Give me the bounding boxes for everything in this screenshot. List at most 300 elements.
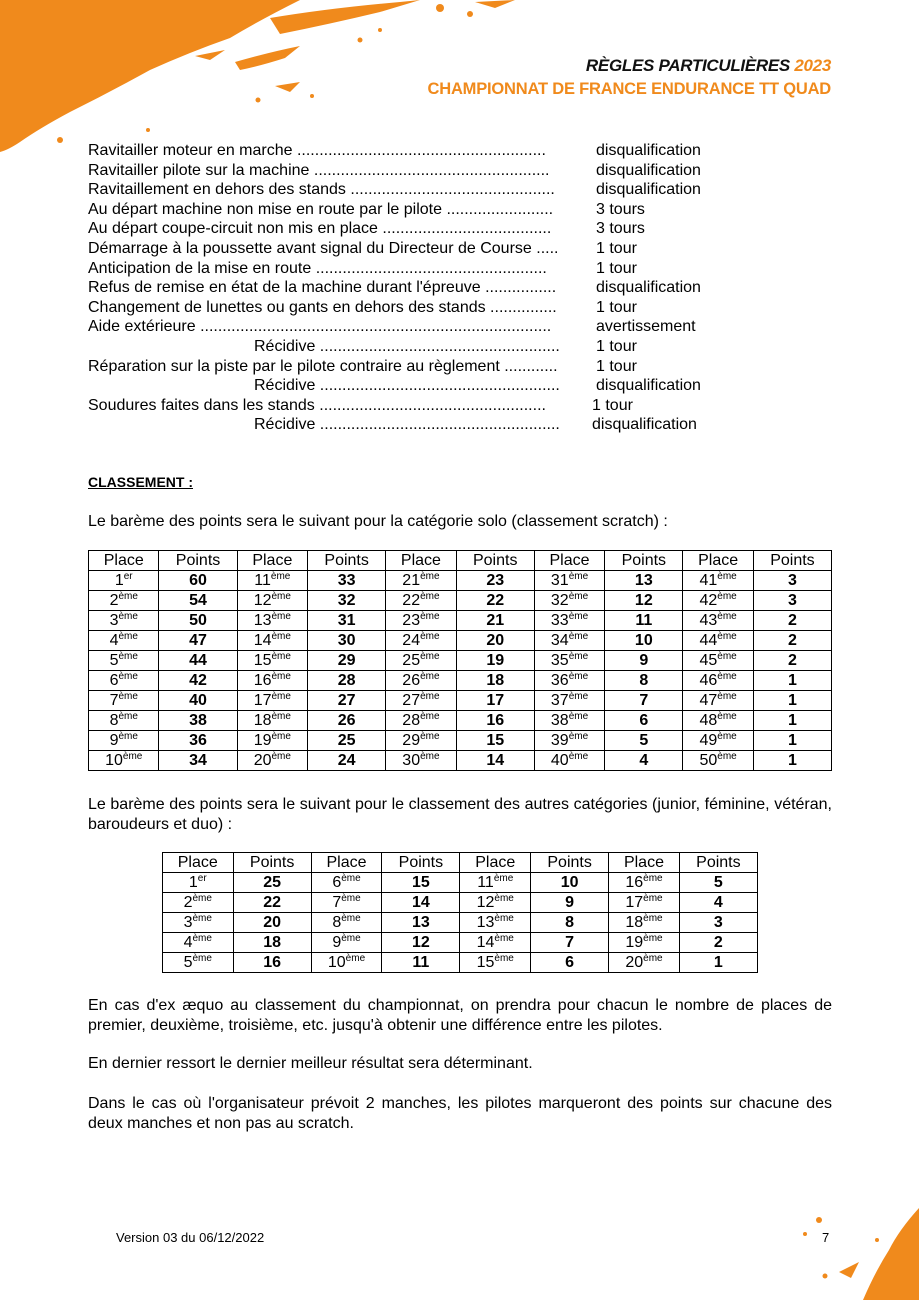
points-cell: 44 (159, 651, 237, 671)
header-title-main: RÈGLES PARTICULIÈRES (585, 56, 790, 75)
points-cell: 26 (308, 711, 386, 731)
place-cell (386, 571, 456, 591)
points-cell: 2 (753, 611, 831, 631)
points-cell: 28 (308, 671, 386, 691)
points-cell: 54 (159, 591, 237, 611)
table-row (89, 631, 832, 651)
place-suffix: ème (420, 631, 440, 642)
tie-break-paragraph: En cas d'ex æquo au classement du championnat, on prendra pour chacun le nombre de places de premier, deuxième, troisième, etc. jusqu'à obtenir une différence entre les pilotes. (88, 997, 832, 1034)
place-cell (386, 651, 456, 671)
table-row (89, 751, 832, 771)
penalty-label: Ravitailler pilote sur la machine ..................................................... (88, 161, 550, 179)
place-suffix: ème (341, 913, 361, 924)
place-suffix: ème (420, 591, 440, 602)
place-suffix: ème (271, 611, 291, 622)
points-cell: 13 (605, 571, 683, 591)
place-number: 5 (183, 954, 193, 971)
place-cell (237, 711, 307, 731)
place-suffix: ème (568, 631, 589, 642)
place-number: 8 (109, 712, 119, 729)
place-number: 17 (253, 692, 272, 709)
table-header-row (89, 551, 832, 571)
points-cell: 14 (382, 893, 460, 913)
place-suffix: ème (494, 893, 514, 904)
points-cell: 10 (531, 873, 609, 893)
place-cell (311, 913, 382, 933)
place-suffix: ème (271, 751, 291, 762)
place-suffix: ème (717, 651, 737, 662)
penalty-list (88, 141, 728, 435)
place-number: 9 (109, 732, 119, 749)
points-cell: 11 (605, 611, 683, 631)
penalty-row (88, 259, 728, 279)
column-header: Points (605, 551, 683, 571)
document-header-subtitle: CHAMPIONNAT DE FRANCE ENDURANCE TT QUAD (427, 80, 831, 98)
points-cell: 24 (308, 751, 386, 771)
place-cell (609, 933, 680, 953)
penalty-label: Ravitaillement en dehors des stands .............................................. (88, 181, 555, 199)
points-cell: 50 (159, 611, 237, 631)
penalty-label: Refus de remise en état de la machine durant l'épreuve ................ (88, 279, 557, 297)
place-suffix: ème (192, 893, 212, 904)
place-number: 7 (332, 894, 342, 911)
other-categories-points-table (162, 852, 758, 973)
place-suffix: ème (118, 591, 138, 602)
place-cell (386, 631, 456, 651)
header-title-year: 2023 (794, 56, 831, 75)
penalty-label: Récidive ...................................................... (254, 377, 560, 395)
place-suffix: ème (270, 571, 291, 582)
place-cell (237, 751, 307, 771)
points-cell: 25 (308, 731, 386, 751)
penalty-row (88, 337, 728, 357)
place-suffix: ème (494, 913, 514, 924)
points-cell: 2 (753, 631, 831, 651)
penalty-row (88, 357, 728, 377)
points-cell: 16 (456, 711, 534, 731)
penalty-value: 1 tour (596, 337, 637, 355)
points-cell: 27 (308, 691, 386, 711)
place-cell (89, 611, 159, 631)
place-number: 42 (699, 592, 718, 609)
points-cell: 36 (159, 731, 237, 751)
place-cell (237, 571, 307, 591)
place-cell (163, 873, 234, 893)
place-cell (534, 631, 604, 651)
points-cell: 29 (308, 651, 386, 671)
table-row (163, 953, 758, 973)
penalty-row (88, 141, 728, 161)
place-suffix: ème (118, 711, 138, 722)
place-number: 17 (625, 894, 644, 911)
points-cell: 1 (753, 711, 831, 731)
points-cell: 60 (159, 571, 237, 591)
place-number: 6 (332, 874, 342, 891)
points-cell: 4 (679, 893, 757, 913)
points-cell: 12 (605, 591, 683, 611)
place-number: 14 (253, 632, 272, 649)
points-cell: 11 (382, 953, 460, 973)
table-row (89, 611, 832, 631)
place-number: 3 (109, 612, 119, 629)
points-cell: 7 (531, 933, 609, 953)
place-suffix: ème (568, 671, 589, 682)
place-number: 21 (402, 572, 421, 589)
place-number: 48 (699, 712, 718, 729)
penalty-value: 1 tour (592, 396, 633, 414)
place-cell (534, 711, 604, 731)
points-cell: 12 (382, 933, 460, 953)
points-cell: 5 (679, 873, 757, 893)
footer-version: Version 03 du 06/12/2022 (116, 1230, 265, 1245)
points-cell: 22 (456, 591, 534, 611)
points-cell: 38 (159, 711, 237, 731)
place-cell (163, 953, 234, 973)
penalty-value: avertissement (596, 318, 696, 336)
table-row (163, 913, 758, 933)
penalty-value: 1 tour (596, 298, 637, 316)
place-number: 33 (550, 612, 569, 629)
place-cell (386, 591, 456, 611)
place-cell (163, 933, 234, 953)
points-cell: 3 (753, 571, 831, 591)
place-number: 41 (699, 572, 718, 589)
place-number: 34 (550, 632, 569, 649)
place-cell (89, 751, 159, 771)
place-cell (237, 591, 307, 611)
place-number: 30 (402, 752, 421, 769)
place-cell (163, 893, 234, 913)
place-number: 37 (550, 692, 569, 709)
place-cell (89, 671, 159, 691)
place-suffix: ème (341, 893, 361, 904)
place-number: 18 (625, 914, 644, 931)
place-number: 16 (625, 874, 644, 891)
place-suffix: ème (717, 591, 737, 602)
column-header: Points (233, 853, 311, 873)
place-cell (237, 691, 307, 711)
place-cell (237, 651, 307, 671)
place-suffix: ème (271, 591, 291, 602)
place-suffix: ème (118, 611, 138, 622)
section-title-classement: CLASSEMENT : (88, 474, 193, 490)
place-suffix: ème (643, 873, 663, 884)
column-header: Points (159, 551, 237, 571)
place-suffix: ème (192, 953, 212, 964)
points-cell: 20 (233, 913, 311, 933)
place-number: 8 (332, 914, 342, 931)
place-cell (311, 893, 382, 913)
points-cell: 21 (456, 611, 534, 631)
place-suffix: ème (568, 611, 589, 622)
place-number: 12 (476, 894, 495, 911)
place-suffix: ème (717, 711, 737, 722)
place-cell (683, 591, 753, 611)
points-cell: 1 (753, 671, 831, 691)
place-suffix: ème (420, 691, 440, 702)
points-cell: 4 (605, 751, 683, 771)
points-cell: 3 (753, 591, 831, 611)
points-cell: 1 (679, 953, 757, 973)
penalty-value: 3 tours (596, 200, 645, 218)
place-number: 39 (550, 732, 569, 749)
place-suffix: ème (717, 611, 737, 622)
points-cell: 5 (605, 731, 683, 751)
points-cell: 9 (605, 651, 683, 671)
table-row (89, 591, 832, 611)
penalty-label: Au départ coupe-circuit non mis en place ...................................... (88, 220, 552, 238)
place-number: 32 (550, 592, 569, 609)
place-number: 49 (699, 732, 718, 749)
place-number: 43 (699, 612, 718, 629)
table-row (89, 651, 832, 671)
points-cell: 15 (456, 731, 534, 751)
points-cell: 23 (456, 571, 534, 591)
place-cell (311, 873, 382, 893)
penalty-label: Ravitailler moteur en marche ........................................................ (88, 142, 546, 159)
penalty-value: 1 tour (596, 239, 637, 257)
place-cell (609, 953, 680, 973)
place-suffix: ème (568, 731, 589, 742)
place-cell (89, 731, 159, 751)
place-number: 4 (183, 934, 193, 951)
place-number: 50 (699, 752, 718, 769)
place-cell (386, 711, 456, 731)
penalty-label: Soudures faites dans les stands ................................................... (88, 396, 546, 414)
place-cell (534, 751, 604, 771)
points-cell: 34 (159, 751, 237, 771)
place-suffix: ème (568, 691, 589, 702)
penalty-row (88, 200, 728, 220)
points-cell: 8 (531, 913, 609, 933)
two-heats-paragraph: Dans le cas où l'organisateur prévoit 2 manches, les pilotes marqueront des points sur chacune des deux manches et non pas au scratch. (88, 1095, 832, 1132)
table-header-row (163, 853, 758, 873)
place-cell (460, 893, 531, 913)
place-suffix: ème (122, 751, 143, 762)
place-cell (386, 751, 456, 771)
place-suffix: ème (420, 571, 440, 582)
solo-intro-paragraph: Le barème des points sera le suivant pour la catégorie solo (classement scratch) : (88, 513, 668, 530)
place-suffix: er (123, 571, 133, 582)
place-suffix: ème (643, 893, 663, 904)
document-header-title (586, 56, 831, 76)
place-number: 10 (327, 954, 346, 971)
place-number: 7 (109, 692, 119, 709)
points-cell: 3 (679, 913, 757, 933)
place-number: 6 (109, 672, 119, 689)
place-number: 10 (105, 752, 123, 769)
place-number: 38 (550, 712, 569, 729)
place-suffix: ème (643, 953, 663, 964)
penalty-label: Récidive ...................................................... (254, 337, 560, 355)
place-cell (386, 691, 456, 711)
place-suffix: ème (717, 571, 737, 582)
place-cell (534, 591, 604, 611)
place-cell (683, 571, 753, 591)
place-suffix: ème (118, 691, 138, 702)
place-number: 1 (188, 874, 198, 891)
other-intro-paragraph: Le barème des points sera le suivant pour le classement des autres catégories (junior, féminine, vétéran, baroudeurs et duo) : (88, 796, 832, 833)
place-cell (237, 671, 307, 691)
place-cell (89, 711, 159, 731)
points-cell: 32 (308, 591, 386, 611)
penalty-value: disqualification (596, 279, 701, 297)
penalty-value: 1 tour (596, 357, 637, 375)
place-number: 2 (183, 894, 193, 911)
place-number: 5 (109, 652, 119, 669)
place-cell (311, 933, 382, 953)
penalty-row (88, 317, 728, 337)
points-cell: 8 (605, 671, 683, 691)
place-cell (89, 571, 159, 591)
points-cell: 1 (753, 731, 831, 751)
place-cell (683, 671, 753, 691)
table-row (163, 873, 758, 893)
place-cell (386, 611, 456, 631)
place-suffix: ème (420, 671, 440, 682)
place-suffix: ème (271, 651, 291, 662)
penalty-row (88, 239, 728, 259)
place-number: 25 (402, 652, 421, 669)
place-number: 13 (476, 914, 495, 931)
points-cell: 15 (382, 873, 460, 893)
points-cell: 1 (753, 751, 831, 771)
place-number: 35 (550, 652, 569, 669)
points-cell: 33 (308, 571, 386, 591)
place-number: 11 (477, 874, 494, 891)
place-number: 2 (109, 592, 119, 609)
column-header: Place (609, 853, 680, 873)
points-cell: 25 (233, 873, 311, 893)
column-header: Points (679, 853, 757, 873)
place-cell (609, 873, 680, 893)
place-cell (460, 913, 531, 933)
place-number: 16 (253, 672, 272, 689)
place-cell (534, 671, 604, 691)
place-suffix: ème (118, 631, 138, 642)
place-cell (683, 711, 753, 731)
place-number: 26 (402, 672, 421, 689)
points-cell: 30 (308, 631, 386, 651)
place-suffix: ème (271, 671, 291, 682)
place-number: 23 (402, 612, 421, 629)
column-header: Points (531, 853, 609, 873)
place-suffix: ème (643, 933, 663, 944)
penalty-value: disqualification (596, 377, 701, 395)
points-cell: 22 (233, 893, 311, 913)
column-header: Place (386, 551, 456, 571)
points-cell: 7 (605, 691, 683, 711)
points-cell: 6 (605, 711, 683, 731)
place-cell (237, 631, 307, 651)
place-cell (386, 671, 456, 691)
place-number: 19 (625, 934, 644, 951)
place-number: 45 (699, 652, 718, 669)
table-row (89, 731, 832, 751)
place-suffix: ème (494, 953, 514, 964)
table-row (89, 571, 832, 591)
points-cell: 16 (233, 953, 311, 973)
place-cell (386, 731, 456, 751)
place-number: 47 (699, 692, 718, 709)
penalty-row (88, 396, 728, 416)
penalty-value: disqualification (596, 181, 701, 199)
place-suffix: ème (420, 711, 440, 722)
place-number: 36 (550, 672, 569, 689)
orange-brush-bottom-right (779, 1200, 919, 1300)
points-cell: 2 (753, 651, 831, 671)
place-cell (534, 571, 604, 591)
place-suffix: ème (568, 591, 589, 602)
place-suffix: ème (420, 611, 440, 622)
points-cell: 42 (159, 671, 237, 691)
points-cell: 19 (456, 651, 534, 671)
place-suffix: ème (493, 873, 514, 884)
points-cell: 17 (456, 691, 534, 711)
points-cell: 18 (233, 933, 311, 953)
place-suffix: ème (271, 711, 291, 722)
penalty-label: Anticipation de la mise en route .................................................... (88, 259, 547, 277)
place-suffix: ème (568, 711, 589, 722)
place-number: 3 (183, 914, 193, 931)
column-header: Place (683, 551, 753, 571)
place-suffix: er (197, 873, 207, 884)
place-suffix: ème (118, 651, 138, 662)
column-header: Place (534, 551, 604, 571)
column-header: Place (460, 853, 531, 873)
column-header: Points (308, 551, 386, 571)
place-suffix: ème (192, 913, 212, 924)
place-cell (534, 611, 604, 631)
table-row (89, 691, 832, 711)
place-cell (237, 731, 307, 751)
place-number: 22 (402, 592, 421, 609)
column-header: Points (456, 551, 534, 571)
place-number: 18 (253, 712, 272, 729)
points-cell: 14 (456, 751, 534, 771)
place-cell (683, 751, 753, 771)
place-suffix: ème (717, 731, 737, 742)
column-header: Place (89, 551, 159, 571)
place-number: 11 (254, 572, 271, 589)
place-number: 29 (402, 732, 421, 749)
penalty-row (88, 161, 728, 181)
penalty-value: 1 tour (596, 259, 637, 277)
place-cell (534, 691, 604, 711)
place-number: 40 (550, 752, 569, 769)
place-suffix: ème (341, 933, 361, 944)
points-cell: 6 (531, 953, 609, 973)
place-cell (89, 651, 159, 671)
table-row (89, 671, 832, 691)
place-number: 12 (253, 592, 272, 609)
place-cell (460, 933, 531, 953)
place-suffix: ème (568, 571, 589, 582)
penalty-row (88, 298, 728, 318)
points-cell: 31 (308, 611, 386, 631)
column-header: Place (311, 853, 382, 873)
place-suffix: ème (271, 731, 291, 742)
place-number: 20 (253, 752, 272, 769)
place-number: 20 (625, 954, 644, 971)
penalty-label: Démarrage à la poussette avant signal du Directeur de Course ..... (88, 239, 559, 257)
penalty-value: disqualification (596, 161, 701, 179)
place-suffix: ème (118, 731, 138, 742)
place-suffix: ème (420, 731, 440, 742)
place-cell (534, 651, 604, 671)
table-row (163, 893, 758, 913)
place-suffix: ème (568, 751, 589, 762)
